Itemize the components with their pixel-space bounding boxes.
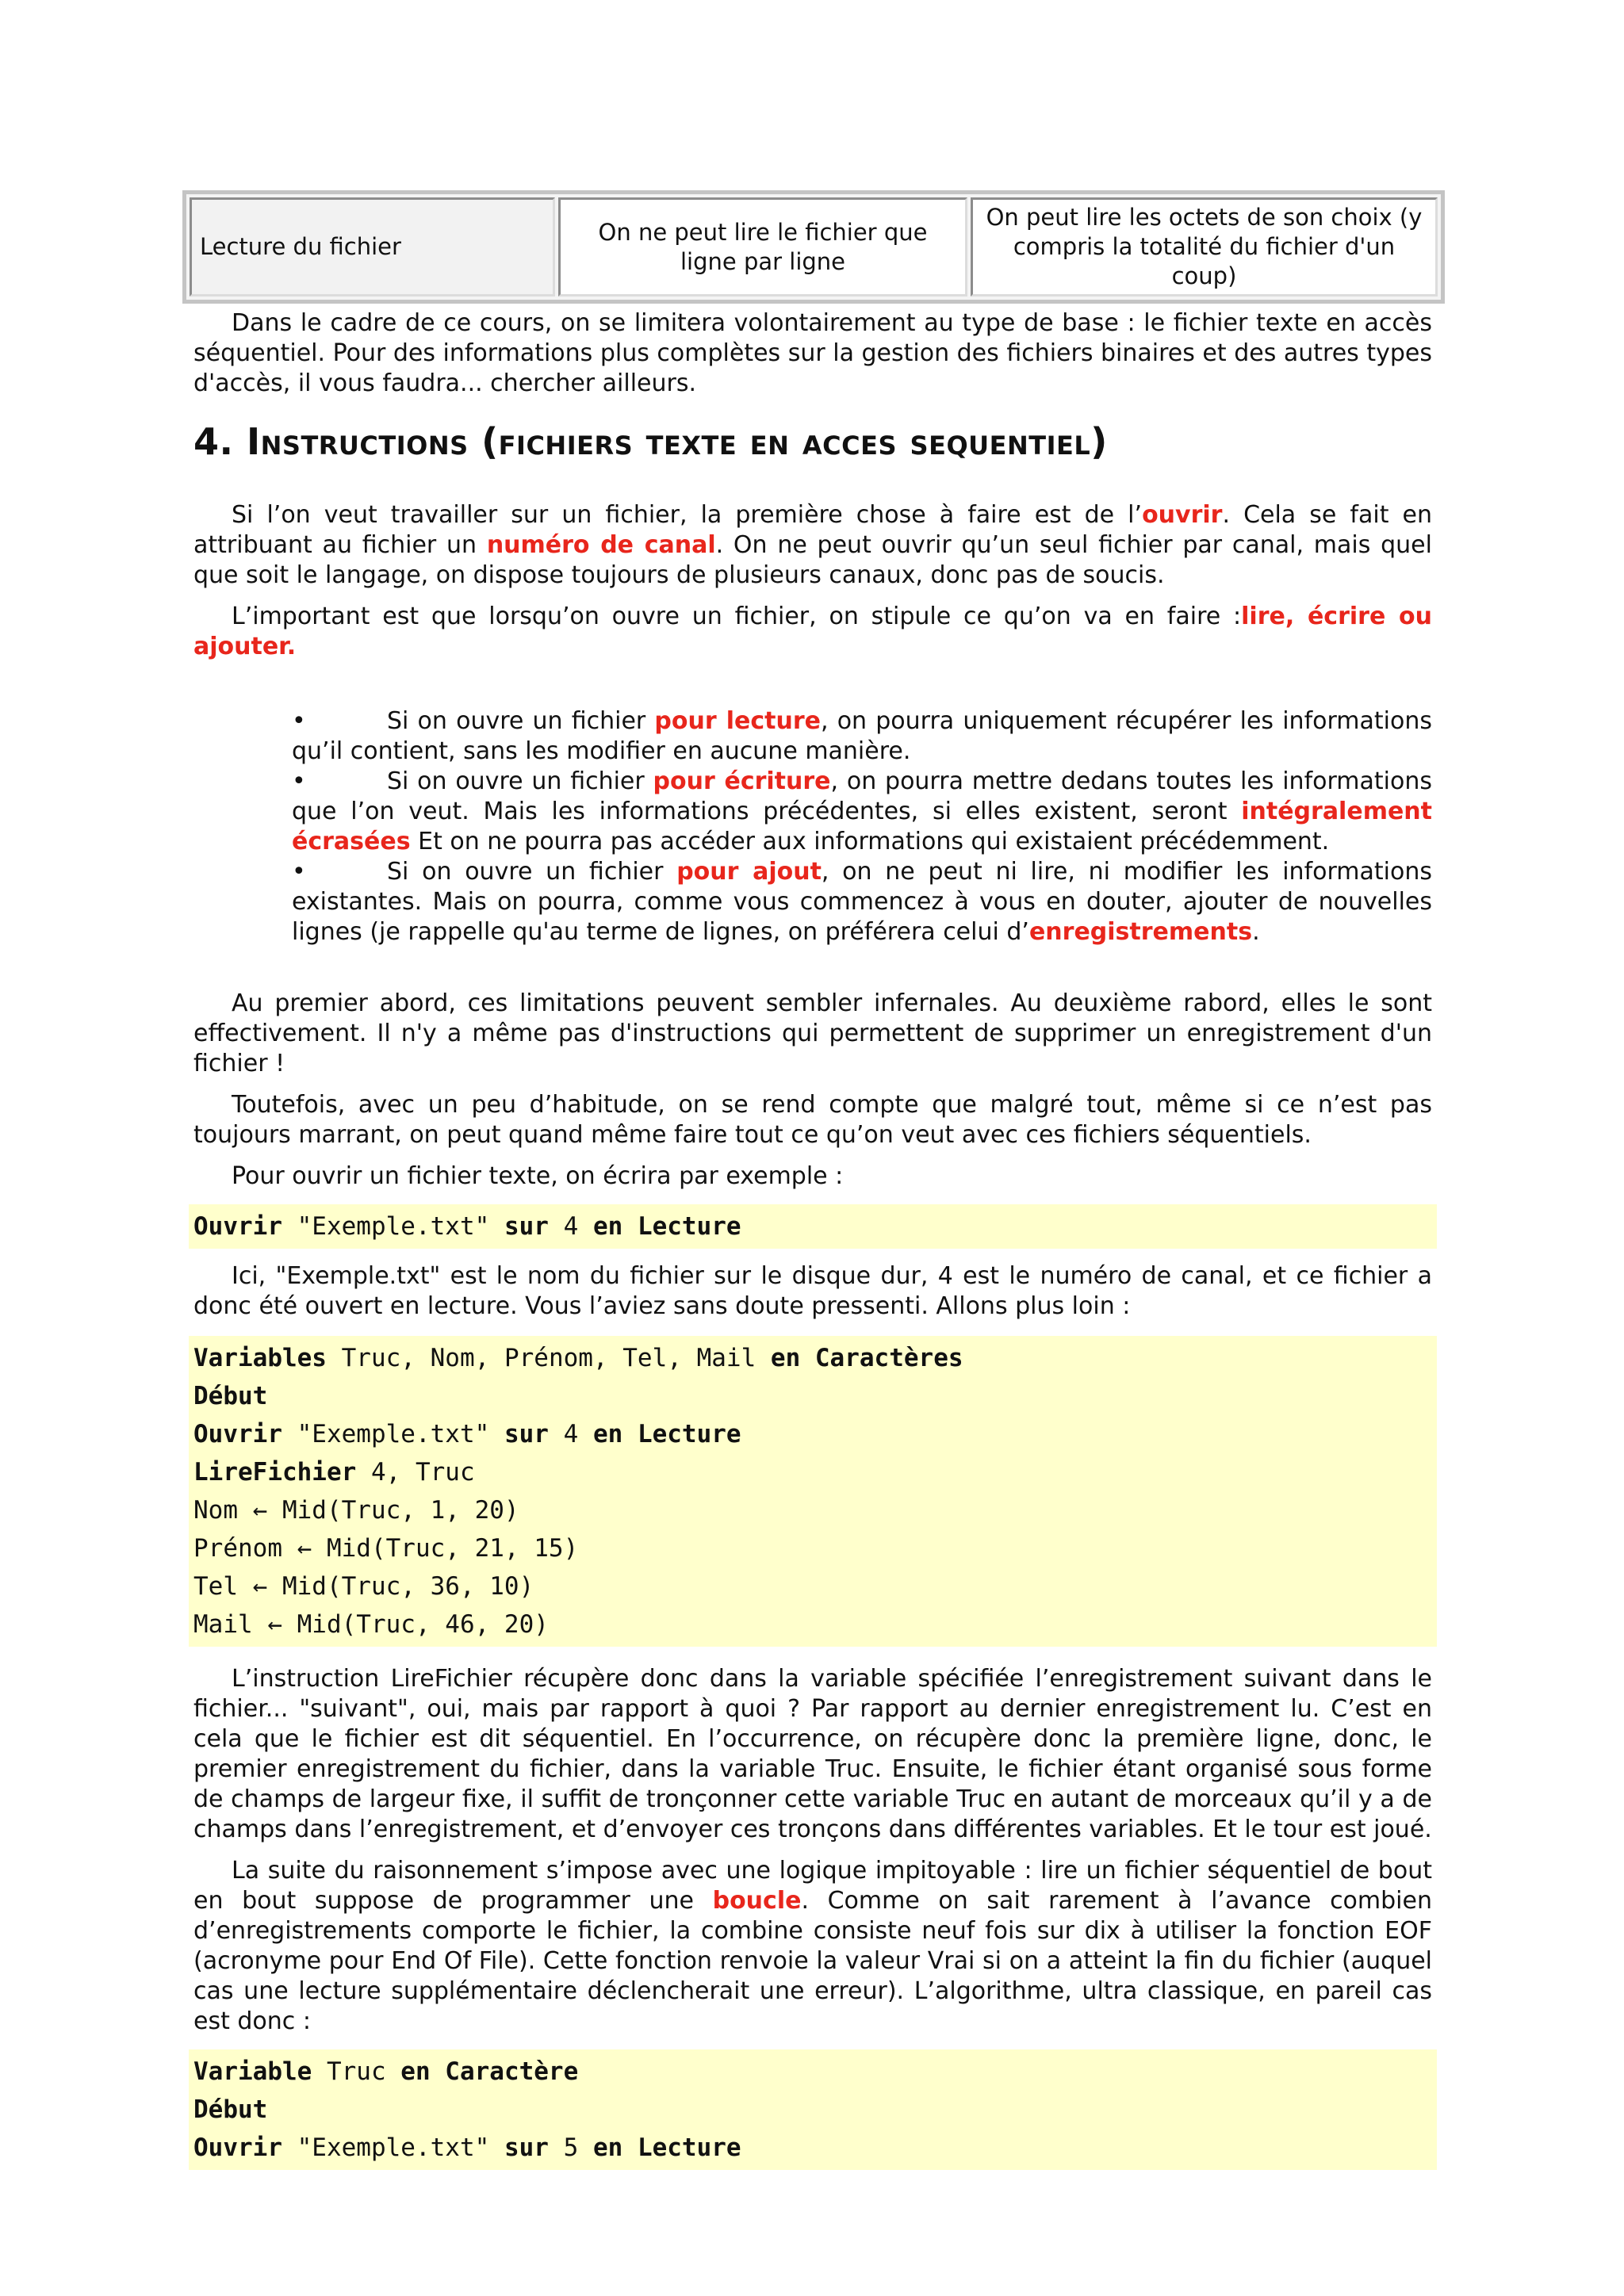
text-run: Si on ouvre un fichier (387, 858, 677, 886)
code-keyword: en Caractères (770, 1344, 963, 1372)
table-row (190, 197, 1438, 297)
text-run: , on pourra uniquement récupérer les informations qu’il contient, sans les modifier en aucune manière. (292, 707, 1432, 765)
code-keyword: Début (193, 1382, 268, 1410)
code-line (193, 2053, 1432, 2091)
paragraph: Ici, "Exemple.txt" est le nom du fichier sur le disque dur, 4 est le numéro de canal, et ce fichier a donc été ouvert en lecture. Vous l’aviez sans doute pressenti. Allons plus loin : (193, 1262, 1432, 1320)
code-keyword: Variable (193, 2057, 312, 2086)
code-keyword: en Lecture (592, 2133, 741, 2162)
paragraph (193, 602, 1432, 662)
text-run: . On ne peut ouvrir qu’un seul fichier par canal, mais quel que soit le langage, on dispose toujours de plusieurs canaux, donc pas de soucis. (193, 531, 1432, 589)
code-text: Truc (312, 2057, 401, 2086)
code-line (193, 1567, 1432, 1605)
code-keyword: sur (504, 2133, 549, 2162)
bullet-icon: • (292, 767, 306, 795)
paragraph: L’instruction LireFichier récupère donc dans la variable spécifiée l’enregistrement suivant dans le fichier... "suivant", oui, mais par rapport à quoi ? Par rapport au dernier enregistrement lu. C’est en cela que le fichier est dit séquentiel. En l’occurrence, on récupère donc la première ligne, donc, le premier enregistrement du fichier, dans la variable Truc. Ensuite, le fichier étant organisé sous forme de champs de largeur fixe, il suffit de tronçonner cette variable Truc en autant de morceaux qu’il y a de champs dans l’enregistrement, et d’envoyer ces tronçons dans différentes variables. Et le tour est joué. (193, 1665, 1432, 1843)
table-row-label: Lecture du fichier (190, 197, 555, 297)
table-cell: On peut lire les octets de son choix (y compris la totalité du fichier d'un coup) (971, 197, 1438, 297)
code-text: Mail ← Mid(Truc, 46, 20) (193, 1610, 549, 1639)
code-block (189, 1336, 1437, 1647)
highlight-term: pour écriture (653, 767, 831, 795)
intro-paragraph: Dans le cadre de ce cours, on se limitera volontairement au type de base : le fichier texte en accès séquentiel. Pour des informations plus complètes sur la gestion des fichiers binaires et des autres types d'accès, il vous faudra... chercher ailleurs. (193, 309, 1432, 397)
code-text: Truc, Nom, Prénom, Tel, Mail (326, 1344, 771, 1372)
code-line (193, 1453, 1432, 1491)
highlight-term: enregistrements (1028, 918, 1253, 946)
code-block (189, 1204, 1437, 1249)
code-text: 4 (548, 1212, 593, 1241)
code-line (193, 1415, 1432, 1453)
code-keyword: sur (504, 1212, 549, 1241)
code-text: 4, Truc (356, 1458, 475, 1487)
bullet-list (193, 706, 1432, 947)
code-keyword: en Lecture (592, 1212, 741, 1241)
code-keyword: LireFichier (193, 1458, 357, 1487)
highlight-term: numéro de canal (486, 531, 716, 559)
highlight-term: lire, écrire ou ajouter. (193, 603, 1433, 660)
code-text: Prénom ← Mid(Truc, 21, 15) (193, 1534, 579, 1563)
text-run: , on ne peut ni lire, ni modifier les informations existantes. Mais on pourra, comme vous commencez à vous en douter, ajouter de nouvelles lignes (je rappelle qu'au terme de lignes, on préférera celui d’ (292, 858, 1432, 946)
list-item (292, 767, 1432, 857)
code-line (193, 1491, 1432, 1529)
bullet-icon: • (292, 707, 306, 735)
code-keyword: Ouvrir (193, 1420, 282, 1448)
code-keyword: sur (504, 1420, 549, 1448)
code-line (193, 1605, 1432, 1644)
code-text: 4 (548, 1420, 593, 1448)
text-run: L’important est que lorsqu’on ouvre un fichier, on stipule ce qu’on va en faire : (232, 603, 1242, 630)
code-keyword: Ouvrir (193, 1212, 282, 1241)
paragraph: Toutefois, avec un peu d’habitude, on se rend compte que malgré tout, même si ce n’est pas toujours marrant, on peut quand même faire tout ce qu’on veut avec ces fichiers séquentiels. (193, 1091, 1432, 1149)
paragraph: Au premier abord, ces limitations peuvent sembler infernales. Au deuxième rabord, elles le sont effectivement. Il n'y a même pas d'instructions qui permettent de supprimer un enregistrement d'un fichier ! (193, 989, 1432, 1077)
highlight-term: boucle (712, 1887, 802, 1915)
code-keyword: Début (193, 2095, 268, 2124)
text-run: Et on ne pourra pas accéder aux informations qui existaient précédemment. (410, 828, 1330, 855)
text-run: Si on ouvre un fichier (387, 767, 653, 795)
code-keyword: Variables (193, 1344, 327, 1372)
text-run: . Cela se fait en attribuant au fichier un (193, 501, 1433, 559)
text-run: Si on ouvre un fichier (387, 707, 655, 735)
code-text: 5 (548, 2133, 593, 2162)
highlight-term: intégralement écrasées (292, 798, 1432, 855)
document-page (193, 190, 1432, 2170)
list-item (292, 857, 1432, 947)
code-block (189, 2049, 1437, 2170)
section-title: Instructions (fichiers texte en acces sequentiel) (247, 420, 1108, 463)
code-line (193, 2129, 1432, 2167)
section-heading (193, 419, 1432, 464)
code-text: Nom ← Mid(Truc, 1, 20) (193, 1496, 519, 1525)
paragraph: Pour ouvrir un fichier texte, on écrira par exemple : (232, 1162, 844, 1190)
code-text: "Exemple.txt" (282, 1420, 504, 1448)
code-line (193, 1339, 1432, 1377)
text-run: . (1252, 918, 1260, 946)
file-access-comparison-table (182, 190, 1445, 304)
code-line (193, 1529, 1432, 1567)
code-line (193, 2091, 1432, 2129)
highlight-term: pour ajout (676, 858, 822, 886)
bullet-icon: • (292, 858, 306, 886)
code-keyword: en Caractère (400, 2057, 579, 2086)
paragraph (193, 1856, 1432, 2037)
list-item (292, 706, 1432, 767)
code-text: "Exemple.txt" (282, 2133, 504, 2162)
code-keyword: en Lecture (592, 1420, 741, 1448)
table-cell: On ne peut lire le fichier que ligne par ligne (558, 197, 967, 297)
section-number: 4. (193, 420, 234, 463)
paragraph (193, 500, 1432, 591)
highlight-term: pour lecture (654, 707, 821, 735)
code-keyword: Ouvrir (193, 2133, 282, 2162)
code-line (193, 1377, 1432, 1415)
code-line (193, 1207, 1432, 1246)
highlight-term: ouvrir (1142, 501, 1223, 529)
text-run: Si l’on veut travailler sur un fichier, la première chose à faire est de l’ (232, 501, 1143, 529)
text-run: , on pourra mettre dedans toutes les informations que l’on veut. Mais les informations précédentes, si elles existent, seront (292, 767, 1433, 825)
code-text: "Exemple.txt" (282, 1212, 504, 1241)
code-text: Tel ← Mid(Truc, 36, 10) (193, 1572, 534, 1601)
text-run: . Comme on sait rarement à l’avance combien d’enregistrements comporte le fichier, la combine consiste neuf fois sur dix à utiliser la fonction EOF (acronyme pour End Of File). Cette fonction renvoie la valeur Vrai si on a atteint la fin du fichier (auquel cas une lecture supplémentaire déclencherait une erreur). L’algorithme, ultra classique, en pareil cas est donc : (193, 1887, 1432, 2035)
text-run: La suite du raisonnement s’impose avec une logique impitoyable : lire un fichier séquentiel de bout en bout suppose de programmer une (193, 1857, 1432, 1915)
